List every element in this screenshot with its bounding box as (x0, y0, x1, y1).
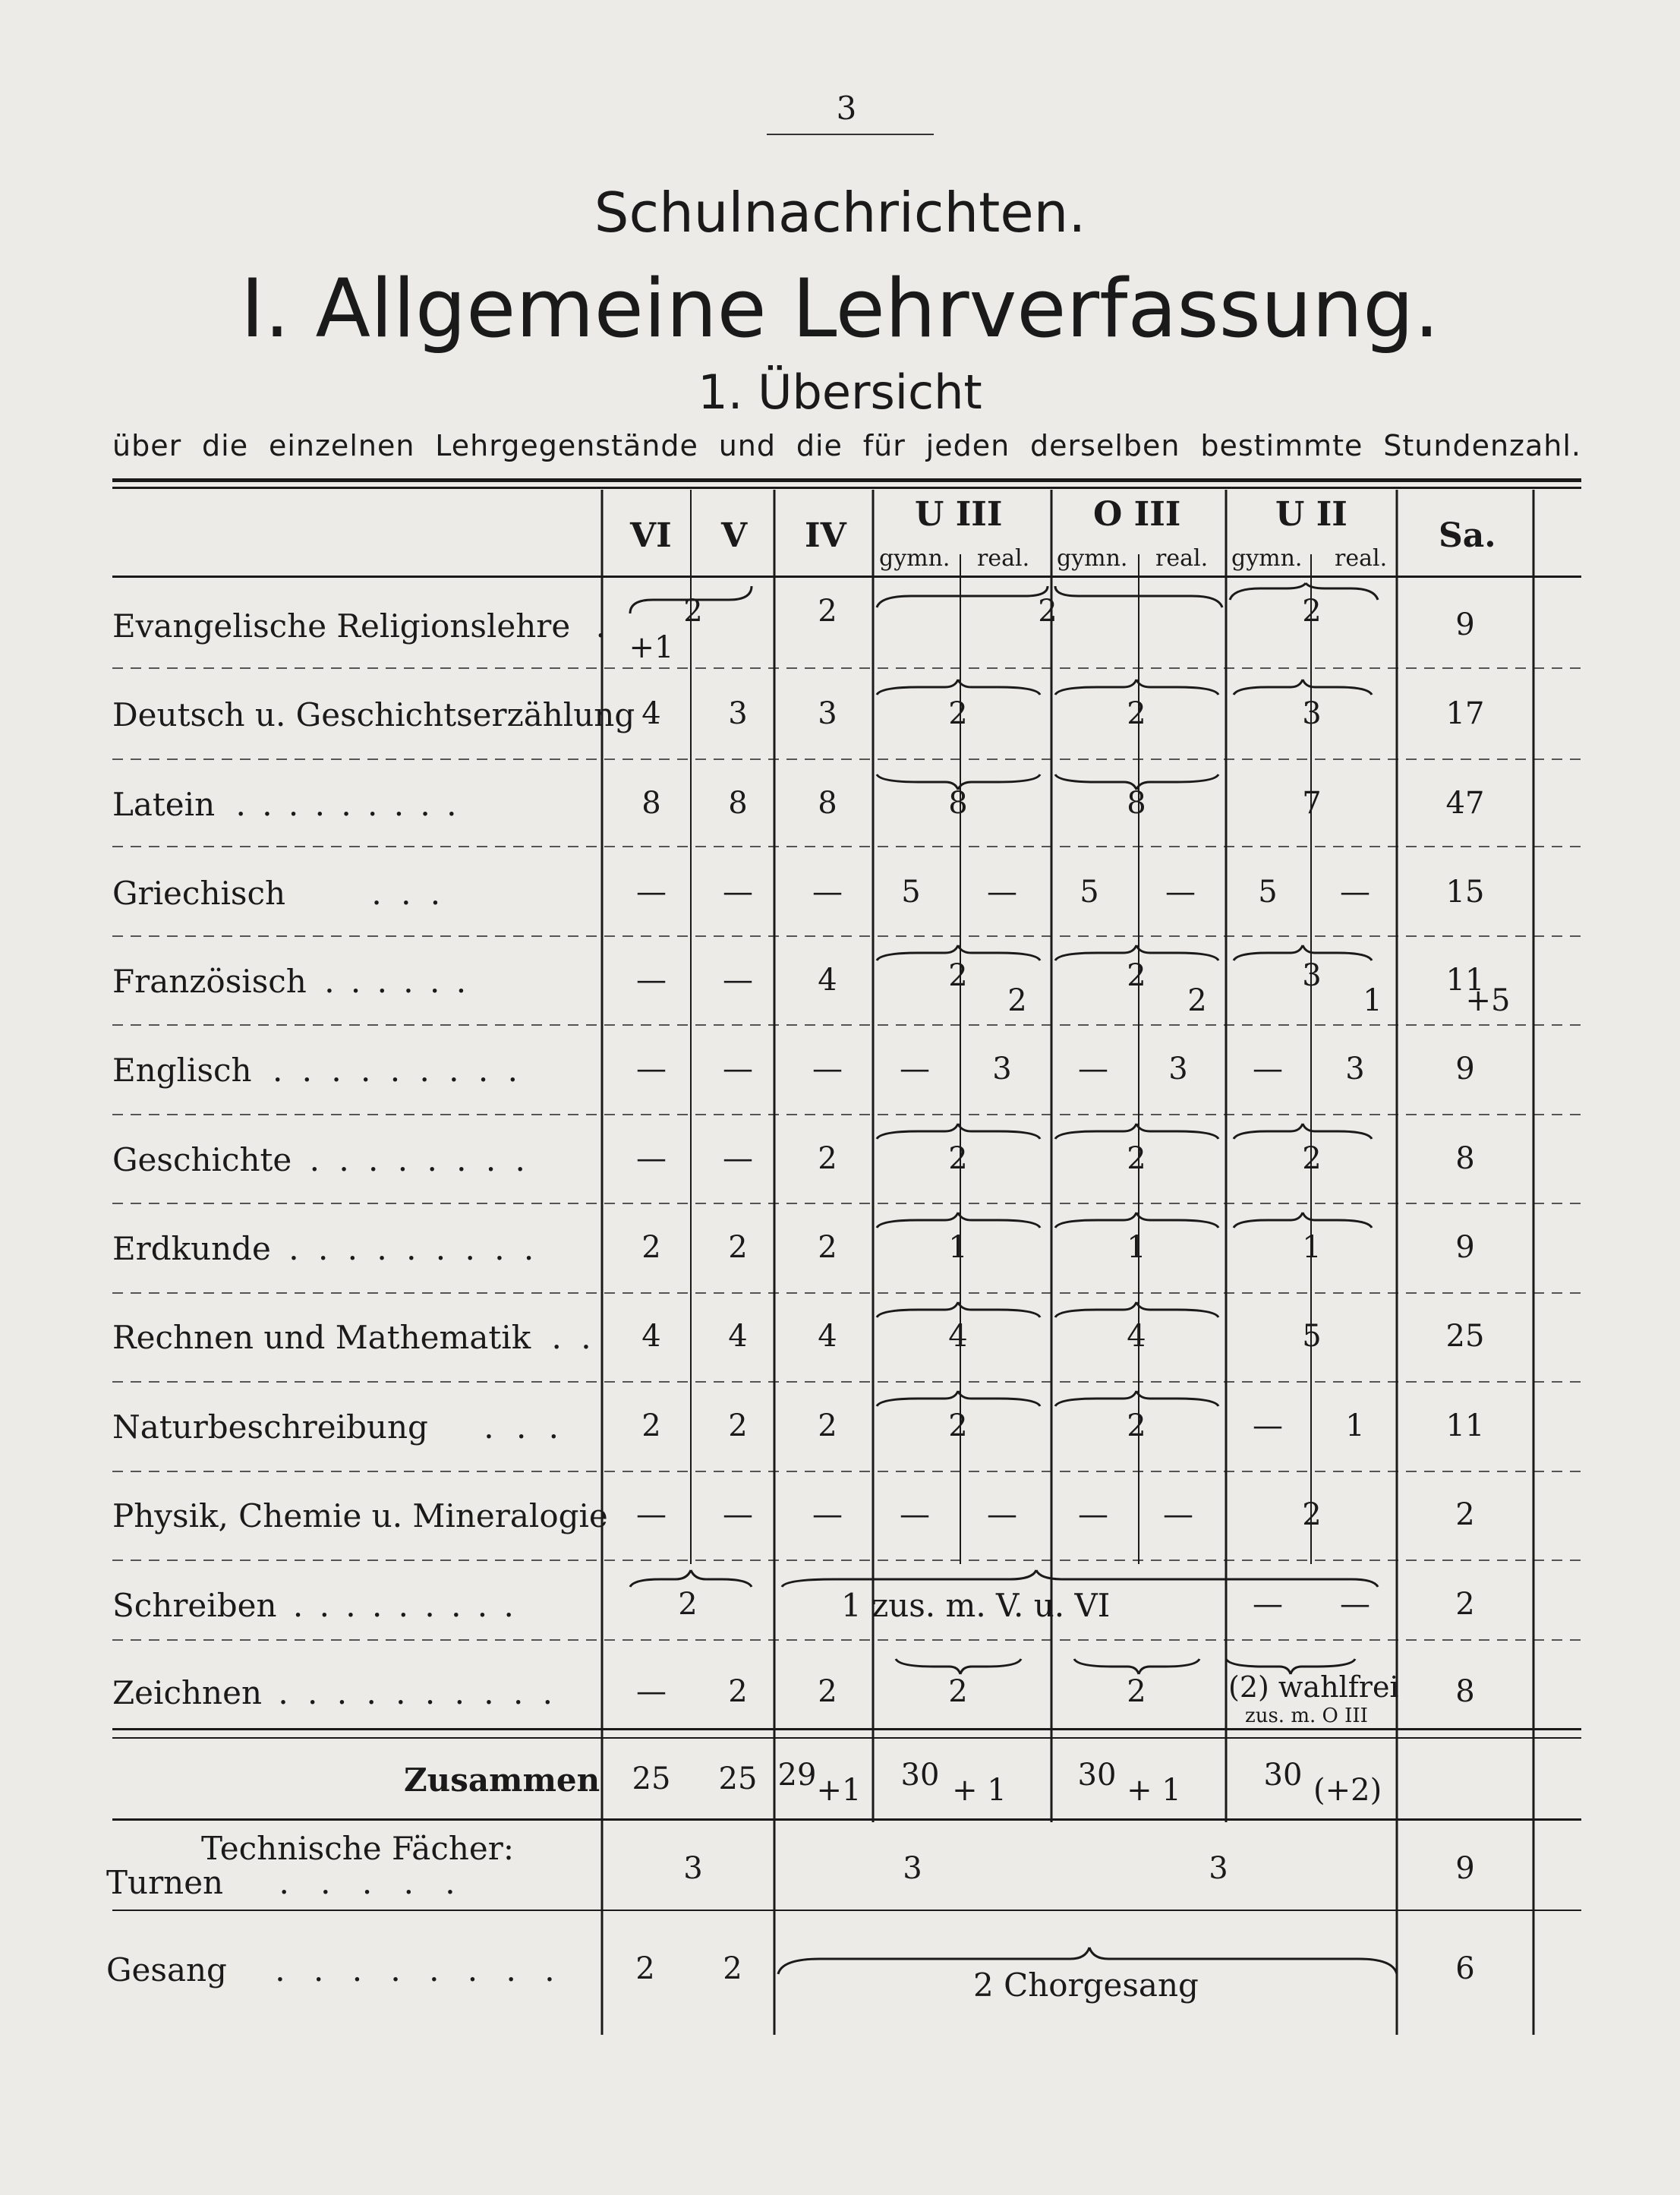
cell-r5-uii-real: 1 (1363, 983, 1382, 1018)
cell-r11-uiii-gymn: — (900, 1497, 930, 1532)
turnen-iv-uiii: 3 (903, 1851, 922, 1886)
col-header-uiii: U III (915, 495, 1003, 534)
cell-r1-sa: 9 (1455, 607, 1475, 642)
gesang-sa: 6 (1455, 1951, 1475, 1986)
col-header-uii-gymn: gymn. (1231, 545, 1303, 572)
subject-zeichnen: Zeichnen . . . . . . . . . . (112, 1674, 558, 1711)
cell-r7-uii: 2 (1302, 1141, 1322, 1176)
totals-oiii-plus: + 1 (1127, 1773, 1181, 1808)
cell-r10-vi: 2 (641, 1408, 661, 1443)
col-header-uiii-real: real. (977, 545, 1030, 572)
gesang-vi: 2 (635, 1951, 655, 1986)
cell-r6-uii-real: 3 (1345, 1052, 1365, 1086)
heading-schulnachrichten: Schulnachrichten. (594, 181, 1086, 244)
totals-label: Zusammen (404, 1761, 600, 1799)
cell-r5-vi: — (636, 963, 667, 998)
cell-r6-v: — (723, 1052, 753, 1086)
cell-r4-oiii-gymn: 5 (1080, 875, 1099, 910)
cell-r3-oiii: 8 (1127, 786, 1146, 821)
cell-r3-iv: 8 (818, 786, 837, 821)
cell-r2-sa: 17 (1445, 696, 1485, 731)
cell-r13-oiii: 2 (1127, 1674, 1146, 1709)
subject-griechisch: Griechisch . . . (112, 875, 446, 912)
totals-oiii: 30 (1077, 1758, 1117, 1793)
cell-r4-sa: 15 (1445, 875, 1485, 910)
cell-r10-v: 2 (728, 1408, 748, 1443)
totals-uiii-plus: + 1 (952, 1773, 1007, 1808)
cell-r11-uii: 2 (1302, 1497, 1322, 1532)
cell-r4-uii-gymn: 5 (1258, 875, 1278, 910)
heading-lehrverfassung: I. Allgemeine Lehrverfassung. (240, 262, 1440, 355)
subject-religion: Evangelische Religionslehre . (112, 607, 606, 645)
cell-r9-sa: 25 (1445, 1319, 1485, 1354)
subject-franzoesisch: Französisch . . . . . . (112, 963, 470, 1000)
cell-r11-v: — (723, 1497, 753, 1532)
cell-r8-vi: 2 (641, 1230, 661, 1265)
subject-deutsch: Deutsch u. Geschichtserzählung (112, 696, 635, 733)
totals-v: 25 (718, 1761, 758, 1796)
col-header-sa: Sa. (1439, 516, 1496, 555)
turnen-vi-v: 3 (683, 1851, 703, 1886)
totals-iv: 29 (777, 1758, 817, 1793)
subject-latein: Latein . . . . . . . . . (112, 786, 460, 823)
cell-r12-sa: 2 (1455, 1587, 1475, 1622)
subject-geschichte: Geschichte . . . . . . . . (112, 1141, 530, 1178)
cell-r3-uiii: 8 (948, 786, 968, 821)
cell-r2-v: 3 (728, 696, 748, 731)
subject-physik: Physik, Chemie u. Mineralogie (112, 1497, 608, 1534)
cell-r13-uii: (2) wahlfrei (1228, 1670, 1399, 1704)
subject-englisch: Englisch . . . . . . . . . (112, 1052, 522, 1089)
cell-r9-uiii: 4 (948, 1319, 968, 1354)
totals-uiii: 30 (900, 1758, 940, 1793)
cell-r6-iv: — (812, 1052, 843, 1086)
cell-r4-uiii-gymn: 5 (901, 875, 921, 910)
page-number: 3 (836, 90, 857, 127)
cell-r6-oiii-real: 3 (1168, 1052, 1188, 1086)
cell-r6-uii-gymn: — (1253, 1052, 1283, 1086)
cell-r11-uiii-real: — (987, 1497, 1017, 1532)
cell-r7-sa: 8 (1455, 1141, 1475, 1176)
col-header-uii: U II (1275, 495, 1347, 534)
cell-r13-v: 2 (728, 1674, 748, 1709)
subject-natur: Naturbeschreibung . . . (112, 1408, 566, 1446)
cell-r13-sa: 8 (1455, 1674, 1475, 1709)
cell-r13-vi: — (636, 1674, 667, 1709)
heading-subtitle: über die einzelnen Lehrgegenstände und die für jeden derselben bestimmte Stundenzahl. (112, 429, 1581, 462)
cell-r11-iv: — (812, 1497, 843, 1532)
cell-r8-sa: 9 (1455, 1230, 1475, 1265)
cell-r11-vi: — (636, 1497, 667, 1532)
cell-r3-uii: 7 (1302, 786, 1322, 821)
cell-r8-iv: 2 (818, 1230, 837, 1265)
cell-r1-uii: 2 (1302, 594, 1322, 629)
cell-r13-uii-note: zus. m. O III (1245, 1705, 1368, 1727)
col-header-oiii: O III (1093, 495, 1181, 534)
cell-r2-uiii: 2 (948, 696, 968, 731)
cell-r1-iv: 2 (818, 594, 837, 629)
cell-r9-iv: 4 (818, 1319, 837, 1354)
cell-r6-uiii-gymn: — (900, 1052, 930, 1086)
cell-r12-uii-gymn: — (1253, 1587, 1283, 1622)
cell-r11-oiii-real: — (1163, 1497, 1193, 1532)
cell-r4-uiii-real: — (987, 875, 1017, 910)
subject-rechnen: Rechnen und Mathematik . . (112, 1319, 596, 1356)
totals-vi: 25 (632, 1761, 671, 1796)
col-header-uii-real: real. (1335, 545, 1388, 572)
cell-r2-vi: 4 (641, 696, 661, 731)
cell-r7-oiii: 2 (1127, 1141, 1146, 1176)
cell-r4-vi: — (636, 875, 667, 910)
cell-r11-oiii-gymn: — (1078, 1497, 1108, 1532)
cell-r7-iv: 2 (818, 1141, 837, 1176)
technical-label: Technische Fächer: (201, 1830, 514, 1867)
cell-r8-oiii: 1 (1127, 1230, 1146, 1265)
cell-r4-iv: — (812, 875, 843, 910)
cell-r1-plus1: +1 (629, 630, 674, 665)
cell-r5-oiii: 2 (1127, 958, 1146, 993)
col-header-v: V (721, 516, 748, 555)
cell-r8-uiii: 1 (948, 1230, 968, 1265)
col-header-oiii-real: real. (1155, 545, 1209, 572)
cell-r7-vi: — (636, 1141, 667, 1176)
cell-r3-sa: 47 (1445, 786, 1485, 821)
cell-r2-iv: 3 (818, 696, 837, 731)
cell-r12-iv-oiii: 1 zus. m. V. u. VI (841, 1587, 1111, 1624)
cell-r8-v: 2 (728, 1230, 748, 1265)
cell-r10-uii-gymn: — (1253, 1408, 1283, 1443)
cell-r6-sa: 9 (1455, 1052, 1475, 1086)
cell-r13-uiii: 2 (948, 1674, 968, 1709)
cell-r9-uii: 5 (1302, 1319, 1322, 1354)
subject-gesang: Gesang . . . . . . . . (106, 1951, 564, 1988)
cell-r5-uii: 3 (1302, 958, 1322, 993)
cell-r10-oiii: 2 (1127, 1408, 1146, 1443)
cell-r12-vi-v: 2 (678, 1587, 698, 1622)
col-header-iv: IV (805, 516, 846, 555)
cell-r2-oiii: 2 (1127, 696, 1146, 731)
cell-r5-sa-plus: +5 (1465, 983, 1511, 1018)
gesang-chor: 2 Chorgesang (973, 1966, 1199, 2004)
cell-r1-uiii-oiii: 2 (1038, 594, 1057, 629)
cell-r2-uii: 3 (1302, 696, 1322, 731)
cell-r10-uii-real: 1 (1345, 1408, 1365, 1443)
cell-r6-oiii-gymn: — (1078, 1052, 1108, 1086)
gesang-v: 2 (723, 1951, 742, 1986)
cell-r4-v: — (723, 875, 753, 910)
cell-r3-v: 8 (728, 786, 748, 821)
cell-r3-vi: 8 (641, 786, 661, 821)
turnen-oiii-uii: 3 (1209, 1851, 1228, 1886)
cell-r5-uiii: 2 (948, 958, 968, 993)
cell-r10-iv: 2 (818, 1408, 837, 1443)
cell-r5-uiii-real: 2 (1007, 983, 1027, 1018)
cell-r1-vi-v: 2 (683, 594, 703, 629)
cell-r5-sa: 11 (1445, 963, 1485, 998)
cell-r5-v: — (723, 963, 753, 998)
col-header-oiii-gymn: gymn. (1057, 545, 1128, 572)
cell-r4-uii-real: — (1340, 875, 1370, 910)
cell-r7-uiii: 2 (948, 1141, 968, 1176)
subject-turnen: Turnen . . . . . (106, 1864, 466, 1901)
turnen-sa: 9 (1455, 1851, 1475, 1886)
cell-r10-sa: 11 (1445, 1408, 1485, 1443)
col-header-uiii-gymn: gymn. (879, 545, 950, 572)
cell-r9-vi: 4 (641, 1319, 661, 1354)
cell-r9-v: 4 (728, 1319, 748, 1354)
cell-r7-v: — (723, 1141, 753, 1176)
totals-iv-plus: +1 (816, 1773, 862, 1808)
subject-schreiben: Schreiben . . . . . . . . . (112, 1587, 517, 1624)
cell-r12-uii-real: — (1340, 1587, 1370, 1622)
heading-uebersicht: 1. Übersicht (698, 364, 982, 420)
col-header-vi: VI (630, 516, 672, 555)
cell-r11-sa: 2 (1455, 1497, 1475, 1532)
cell-r4-oiii-real: — (1165, 875, 1196, 910)
totals-uii-plus: (+2) (1313, 1773, 1382, 1808)
cell-r13-iv: 2 (818, 1674, 837, 1709)
subject-erdkunde: Erdkunde . . . . . . . . . (112, 1230, 539, 1267)
cell-r10-uiii: 2 (948, 1408, 968, 1443)
totals-uii: 30 (1263, 1758, 1303, 1793)
cell-r6-vi: — (636, 1052, 667, 1086)
cell-r5-iv: 4 (818, 963, 837, 998)
cell-r8-uii: 1 (1302, 1230, 1322, 1265)
cell-r5-oiii-real: 2 (1187, 983, 1207, 1018)
cell-r6-uiii-real: 3 (992, 1052, 1012, 1086)
cell-r9-oiii: 4 (1127, 1319, 1146, 1354)
